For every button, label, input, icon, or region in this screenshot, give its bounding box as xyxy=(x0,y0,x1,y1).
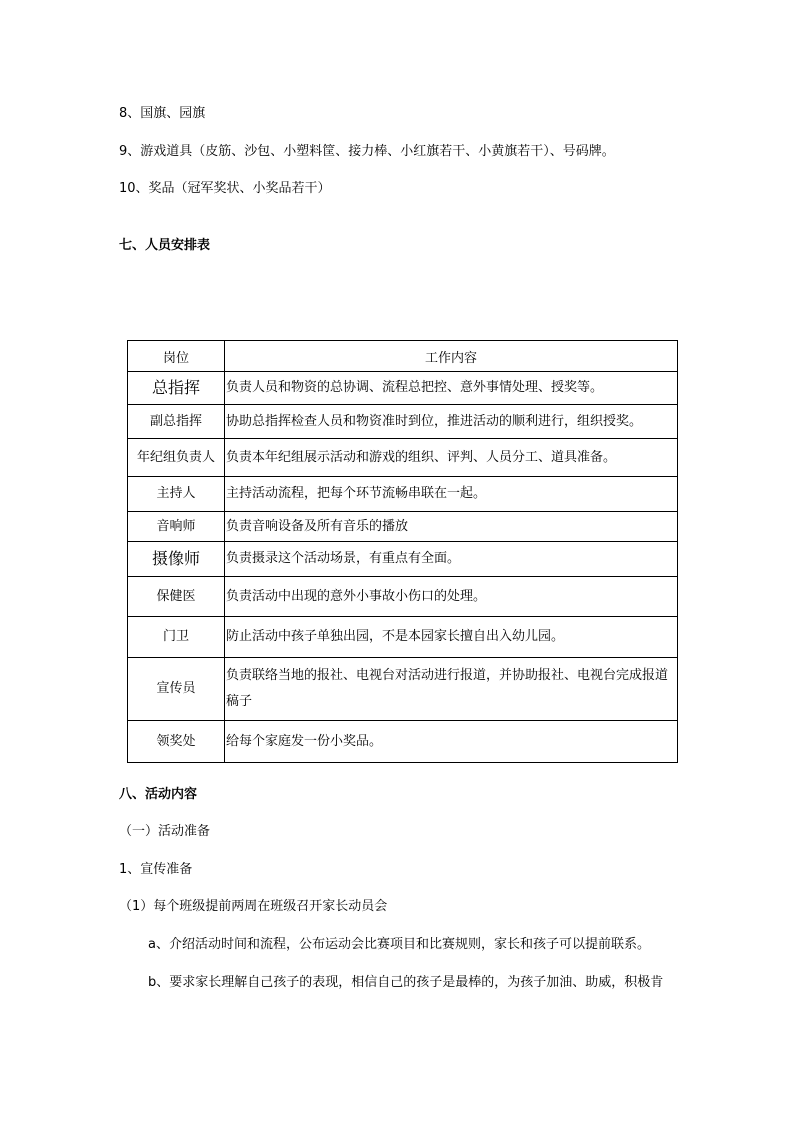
table-row xyxy=(128,721,678,763)
duty-cell: 负责活动中出现的意外小事故小伤口的处理。 xyxy=(225,577,678,617)
subsection-activity-prep: （一）活动准备 xyxy=(119,824,211,839)
table-row xyxy=(128,577,678,617)
list-item-b: b、要求家长理解自己孩子的表现，相信自己的孩子是最棒的，为孩子加油、助威，积极肯 xyxy=(148,975,664,990)
duty-cell: 负责摄录这个活动场景，有重点有全面。 xyxy=(225,542,678,577)
role-cell: 门卫 xyxy=(128,617,225,658)
supply-item-8: 8、国旗、园旗 xyxy=(119,106,206,121)
duty-cell: 协助总指挥检查人员和物资准时到位，推进活动的顺利进行，组织授奖。 xyxy=(225,405,678,439)
table-row xyxy=(128,512,678,542)
table-row xyxy=(128,405,678,439)
supply-item-10: 10、奖品（冠军奖状、小奖品若干） xyxy=(119,181,331,196)
table-row xyxy=(128,658,678,721)
header-role: 岗位 xyxy=(128,341,225,372)
duty-cell: 负责音响设备及所有音乐的播放 xyxy=(225,512,678,542)
section-8-title: 八、活动内容 xyxy=(119,787,198,802)
section-7-title: 七、人员安排表 xyxy=(119,238,211,253)
duty-line: 稿子 xyxy=(226,694,253,709)
role-cell: 音响师 xyxy=(128,512,225,542)
role-cell: 宣传员 xyxy=(128,658,225,721)
role-cell: 副总指挥 xyxy=(128,405,225,439)
list-item-a: a、介绍活动时间和流程，公布运动会比赛项目和比赛规则，家长和孩子可以提前联系。 xyxy=(148,937,650,952)
table-row xyxy=(128,617,678,658)
table-header-row xyxy=(128,341,678,372)
role-cell: 摄像师 xyxy=(128,542,225,577)
duty-cell xyxy=(225,658,678,721)
subsection-parent-meeting: （1）每个班级提前两周在班级召开家长动员会 xyxy=(119,899,388,914)
role-cell: 领奖处 xyxy=(128,721,225,763)
duty-line: 负责联络当地的报社、电视台对活动进行报道，并协助报社、电视台完成报道 xyxy=(226,668,669,683)
role-cell: 年纪组负责人 xyxy=(128,439,225,477)
duty-cell: 负责人员和物资的总协调、流程总把控、意外事情处理、授奖等。 xyxy=(225,372,678,405)
duty-cell: 防止活动中孩子单独出园，不是本园家长擅自出入幼儿园。 xyxy=(225,617,678,658)
duty-cell: 给每个家庭发一份小奖品。 xyxy=(225,721,678,763)
role-cell: 主持人 xyxy=(128,477,225,512)
duty-cell: 主持活动流程，把每个环节流畅串联在一起。 xyxy=(225,477,678,512)
role-cell: 总指挥 xyxy=(128,372,225,405)
role-cell: 保健医 xyxy=(128,577,225,617)
subsection-publicity-prep: 1、宣传准备 xyxy=(119,862,193,877)
table-row xyxy=(128,542,678,577)
staff-arrangement-table xyxy=(127,340,678,763)
duty-cell: 负责本年纪组展示活动和游戏的组织、评判、人员分工、道具准备。 xyxy=(225,439,678,477)
header-duty: 工作内容 xyxy=(225,341,678,372)
table-row xyxy=(128,439,678,477)
table-row xyxy=(128,477,678,512)
table-row xyxy=(128,372,678,405)
supply-item-9: 9、游戏道具（皮筋、沙包、小塑料筐、接力棒、小红旗若干、小黄旗若干）、号码牌。 xyxy=(119,144,615,159)
